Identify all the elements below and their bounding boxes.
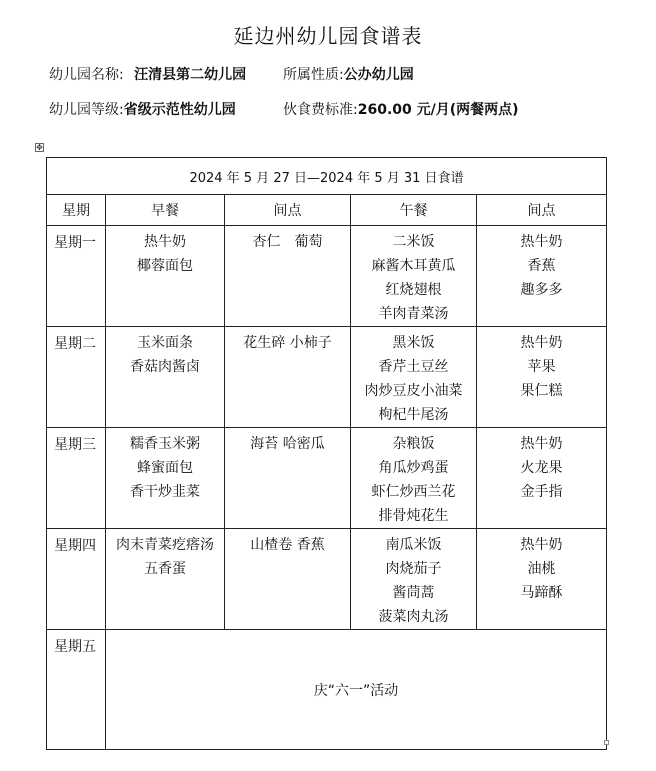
header-day: 星期 <box>47 195 106 226</box>
breakfast-item: 蜂蜜面包 <box>137 460 193 476</box>
snack-1-item: 海苔 哈密瓜 <box>250 436 325 452</box>
snack-1-item: 山楂卷 香蕉 <box>250 537 325 553</box>
lunch-item: 角瓜炒鸡蛋 <box>378 460 449 476</box>
day-label: 星期一 <box>47 226 106 327</box>
table-row-friday <box>47 630 607 750</box>
lunch-item: 排骨炖花生 <box>378 508 449 524</box>
fee-label: 伙食费标准: <box>283 102 358 118</box>
breakfast-item: 糯香玉米粥 <box>130 436 200 452</box>
breakfast-item: 香菇肉酱卤 <box>130 359 200 375</box>
header-breakfast: 早餐 <box>106 195 225 226</box>
day-label: 星期三 <box>47 428 106 529</box>
snack-2-cell <box>477 327 607 428</box>
day-label: 星期四 <box>47 529 106 630</box>
snack-1-cell <box>225 327 351 428</box>
table-row <box>47 226 607 327</box>
lunch-cell <box>351 226 477 327</box>
lunch-item: 虾仁炒西兰花 <box>371 484 456 500</box>
snack-2-item: 香蕉 <box>527 258 556 274</box>
snack-2-item: 热牛奶 <box>520 335 563 351</box>
day-label: 星期五 <box>47 630 106 750</box>
snack-1-cell <box>225 529 351 630</box>
lunch-cell <box>351 529 477 630</box>
lunch-item: 黑米饭 <box>392 335 435 351</box>
snack-1-cell <box>225 226 351 327</box>
snack-2-cell <box>477 226 607 327</box>
lunch-item: 羊肉青菜汤 <box>378 306 449 322</box>
snack-2-item: 果仁糕 <box>520 383 563 399</box>
breakfast-cell <box>106 529 225 630</box>
snack-2-cell <box>477 529 607 630</box>
snack-2-item: 苹果 <box>527 359 556 375</box>
table-row <box>47 428 607 529</box>
fee-value: 260.00 元/月(两餐两点) <box>357 102 519 118</box>
lunch-item: 南瓜米饭 <box>385 537 442 553</box>
lunch-item: 麻酱木耳黄瓜 <box>371 258 456 274</box>
table-move-handle-icon[interactable]: ✥ <box>36 143 43 152</box>
snack-2-item: 热牛奶 <box>520 234 563 250</box>
info-row-2 <box>49 99 519 119</box>
lunch-item: 菠菜肉丸汤 <box>378 609 449 625</box>
menu-table <box>46 157 607 750</box>
breakfast-cell <box>106 327 225 428</box>
activity-cell: 庆“六一”活动 <box>106 630 607 750</box>
table-caption: 2024 年 5 月 27 日—2024 年 5 月 31 日食谱 <box>47 158 607 195</box>
snack-1-item: 花生碎 小柿子 <box>243 335 332 351</box>
lunch-item: 二米饭 <box>392 234 435 250</box>
lunch-item: 红烧翅根 <box>385 282 442 298</box>
breakfast-item: 热牛奶 <box>144 234 186 250</box>
snack-1-item: 杏仁 葡萄 <box>252 234 323 250</box>
lunch-item: 肉烧茄子 <box>385 561 442 577</box>
grade-value: 省级示范性幼儿园 <box>123 102 236 118</box>
header-snack-2: 间点 <box>477 195 607 226</box>
snack-2-item: 热牛奶 <box>520 537 563 553</box>
table-resize-handle[interactable] <box>604 740 609 745</box>
header-snack-1: 间点 <box>225 195 351 226</box>
table-row <box>47 327 607 428</box>
page-title: 延边州幼儿园食谱表 <box>233 24 423 48</box>
lunch-item: 肉炒豆皮小油菜 <box>364 383 463 399</box>
lunch-item: 杂粮饭 <box>392 436 435 452</box>
header-lunch: 午餐 <box>351 195 477 226</box>
breakfast-item: 肉末青菜疙瘩汤 <box>116 537 214 553</box>
breakfast-item: 椰蓉面包 <box>137 258 193 274</box>
breakfast-item: 香干炒韭菜 <box>130 484 200 500</box>
breakfast-item: 五香蛋 <box>144 561 186 577</box>
snack-2-cell <box>477 428 607 529</box>
nature-value: 公办幼儿园 <box>343 67 414 83</box>
snack-2-item: 热牛奶 <box>520 436 563 452</box>
table-row <box>47 529 607 630</box>
snack-2-item: 马蹄酥 <box>520 585 563 601</box>
lunch-cell <box>351 327 477 428</box>
grade-label: 幼儿园等级: <box>49 102 124 118</box>
fee-group <box>283 99 519 119</box>
day-label: 星期二 <box>47 327 106 428</box>
nature-group <box>283 64 414 84</box>
lunch-item: 枸杞牛尾汤 <box>378 407 449 423</box>
nature-label: 所属性质: <box>283 67 344 83</box>
lunch-item: 酱茼蒿 <box>392 585 435 601</box>
lunch-item: 香芹土豆丝 <box>378 359 449 375</box>
snack-2-item: 趣多多 <box>520 282 563 298</box>
breakfast-cell <box>106 428 225 529</box>
breakfast-cell <box>106 226 225 327</box>
info-row-1 <box>49 64 414 84</box>
kindergarten-name-label: 幼儿园名称: <box>49 67 124 83</box>
snack-1-cell <box>225 428 351 529</box>
lunch-cell <box>351 428 477 529</box>
snack-2-item: 油桃 <box>527 561 556 577</box>
breakfast-item: 玉米面条 <box>137 335 193 351</box>
snack-2-item: 金手指 <box>520 484 563 500</box>
snack-2-item: 火龙果 <box>520 460 563 476</box>
kindergarten-name-value: 汪清县第二幼儿园 <box>134 67 247 83</box>
